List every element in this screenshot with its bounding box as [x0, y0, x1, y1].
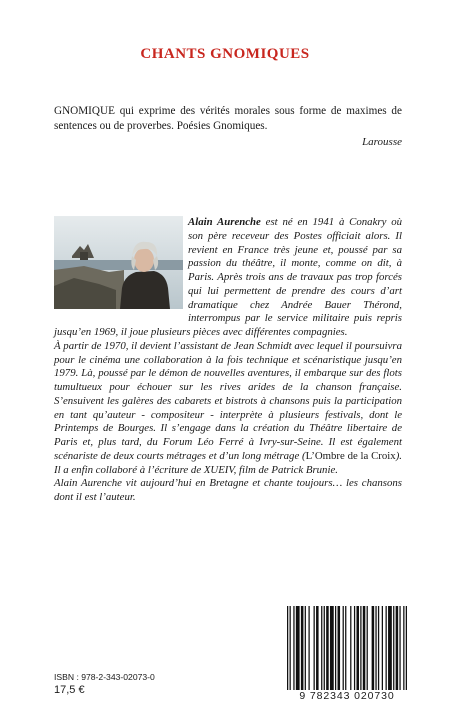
- barcode: [287, 606, 407, 690]
- definition-source: Larousse: [362, 136, 402, 148]
- definition-text: GNOMIQUE qui exprime des vérités morales sous forme de maximes de sentences ou de proverbes. Poésies Gnomiques.: [54, 105, 402, 132]
- bio-paragraph-2: À partir de 1970, il devient l’assistant de Jean Schmidt avec lequel il poursuivra pour le cinéma une collaboration à la fois technique et scénaristique jusqu’en 1979. Là, poussé par le démon de nouvelles aventures, il embarque sur des flots tumultueux pour échouer sur les rives arides de la chanson française. S’ensuivent les galères des cabarets et bistrots à chansons puis la participation en tant qu’auteur - compositeur - interprète à plusieurs festivals, dont le Printemps de Bourges. Il s’engage dans la création du Théâtre libertaire de Paris et, plus tard, du Forum Léo Ferré à Ivry-sur-Seine. Il est également scénariste de deux courts métrages et d’un long métrage (L’Ombre de la Croix). Il a enfin collaboré à l’écriture de XUEIV, film de Patrick Brunie.: [54, 339, 402, 476]
- author-name: Alain Aurenche: [188, 216, 261, 228]
- barcode-digits: 9 782343 020730: [299, 690, 395, 702]
- author-biography: [54, 216, 402, 505]
- bio-paragraph-3: Alain Aurenche vit aujourd’hui en Bretagne et chante toujours… les chansons dont il est l’auteur.: [54, 477, 402, 503]
- book-title: CHANTS GNOMIQUES: [140, 46, 310, 62]
- isbn-label: ISBN : 978-2-343-02073-0: [54, 672, 155, 682]
- price-label: 17,5 €: [54, 684, 85, 696]
- bio-paragraph-1: Alain Aurenche est né en 1941 à Conakry où son père receveur des Postes officiait alors. Il revient en France très jeune et, poussé par sa passion du théâtre, il monte, comme on dit, à Paris. Après trois ans de travaux pas trop forcés qui lui permettent de prendre des cours d’art dramatique chez Andrée Bauer Thérond, interrompus par le service militaire puis repris jusqu’en 1969, il joue plusieurs pièces avec différentes compagnies.: [54, 216, 402, 338]
